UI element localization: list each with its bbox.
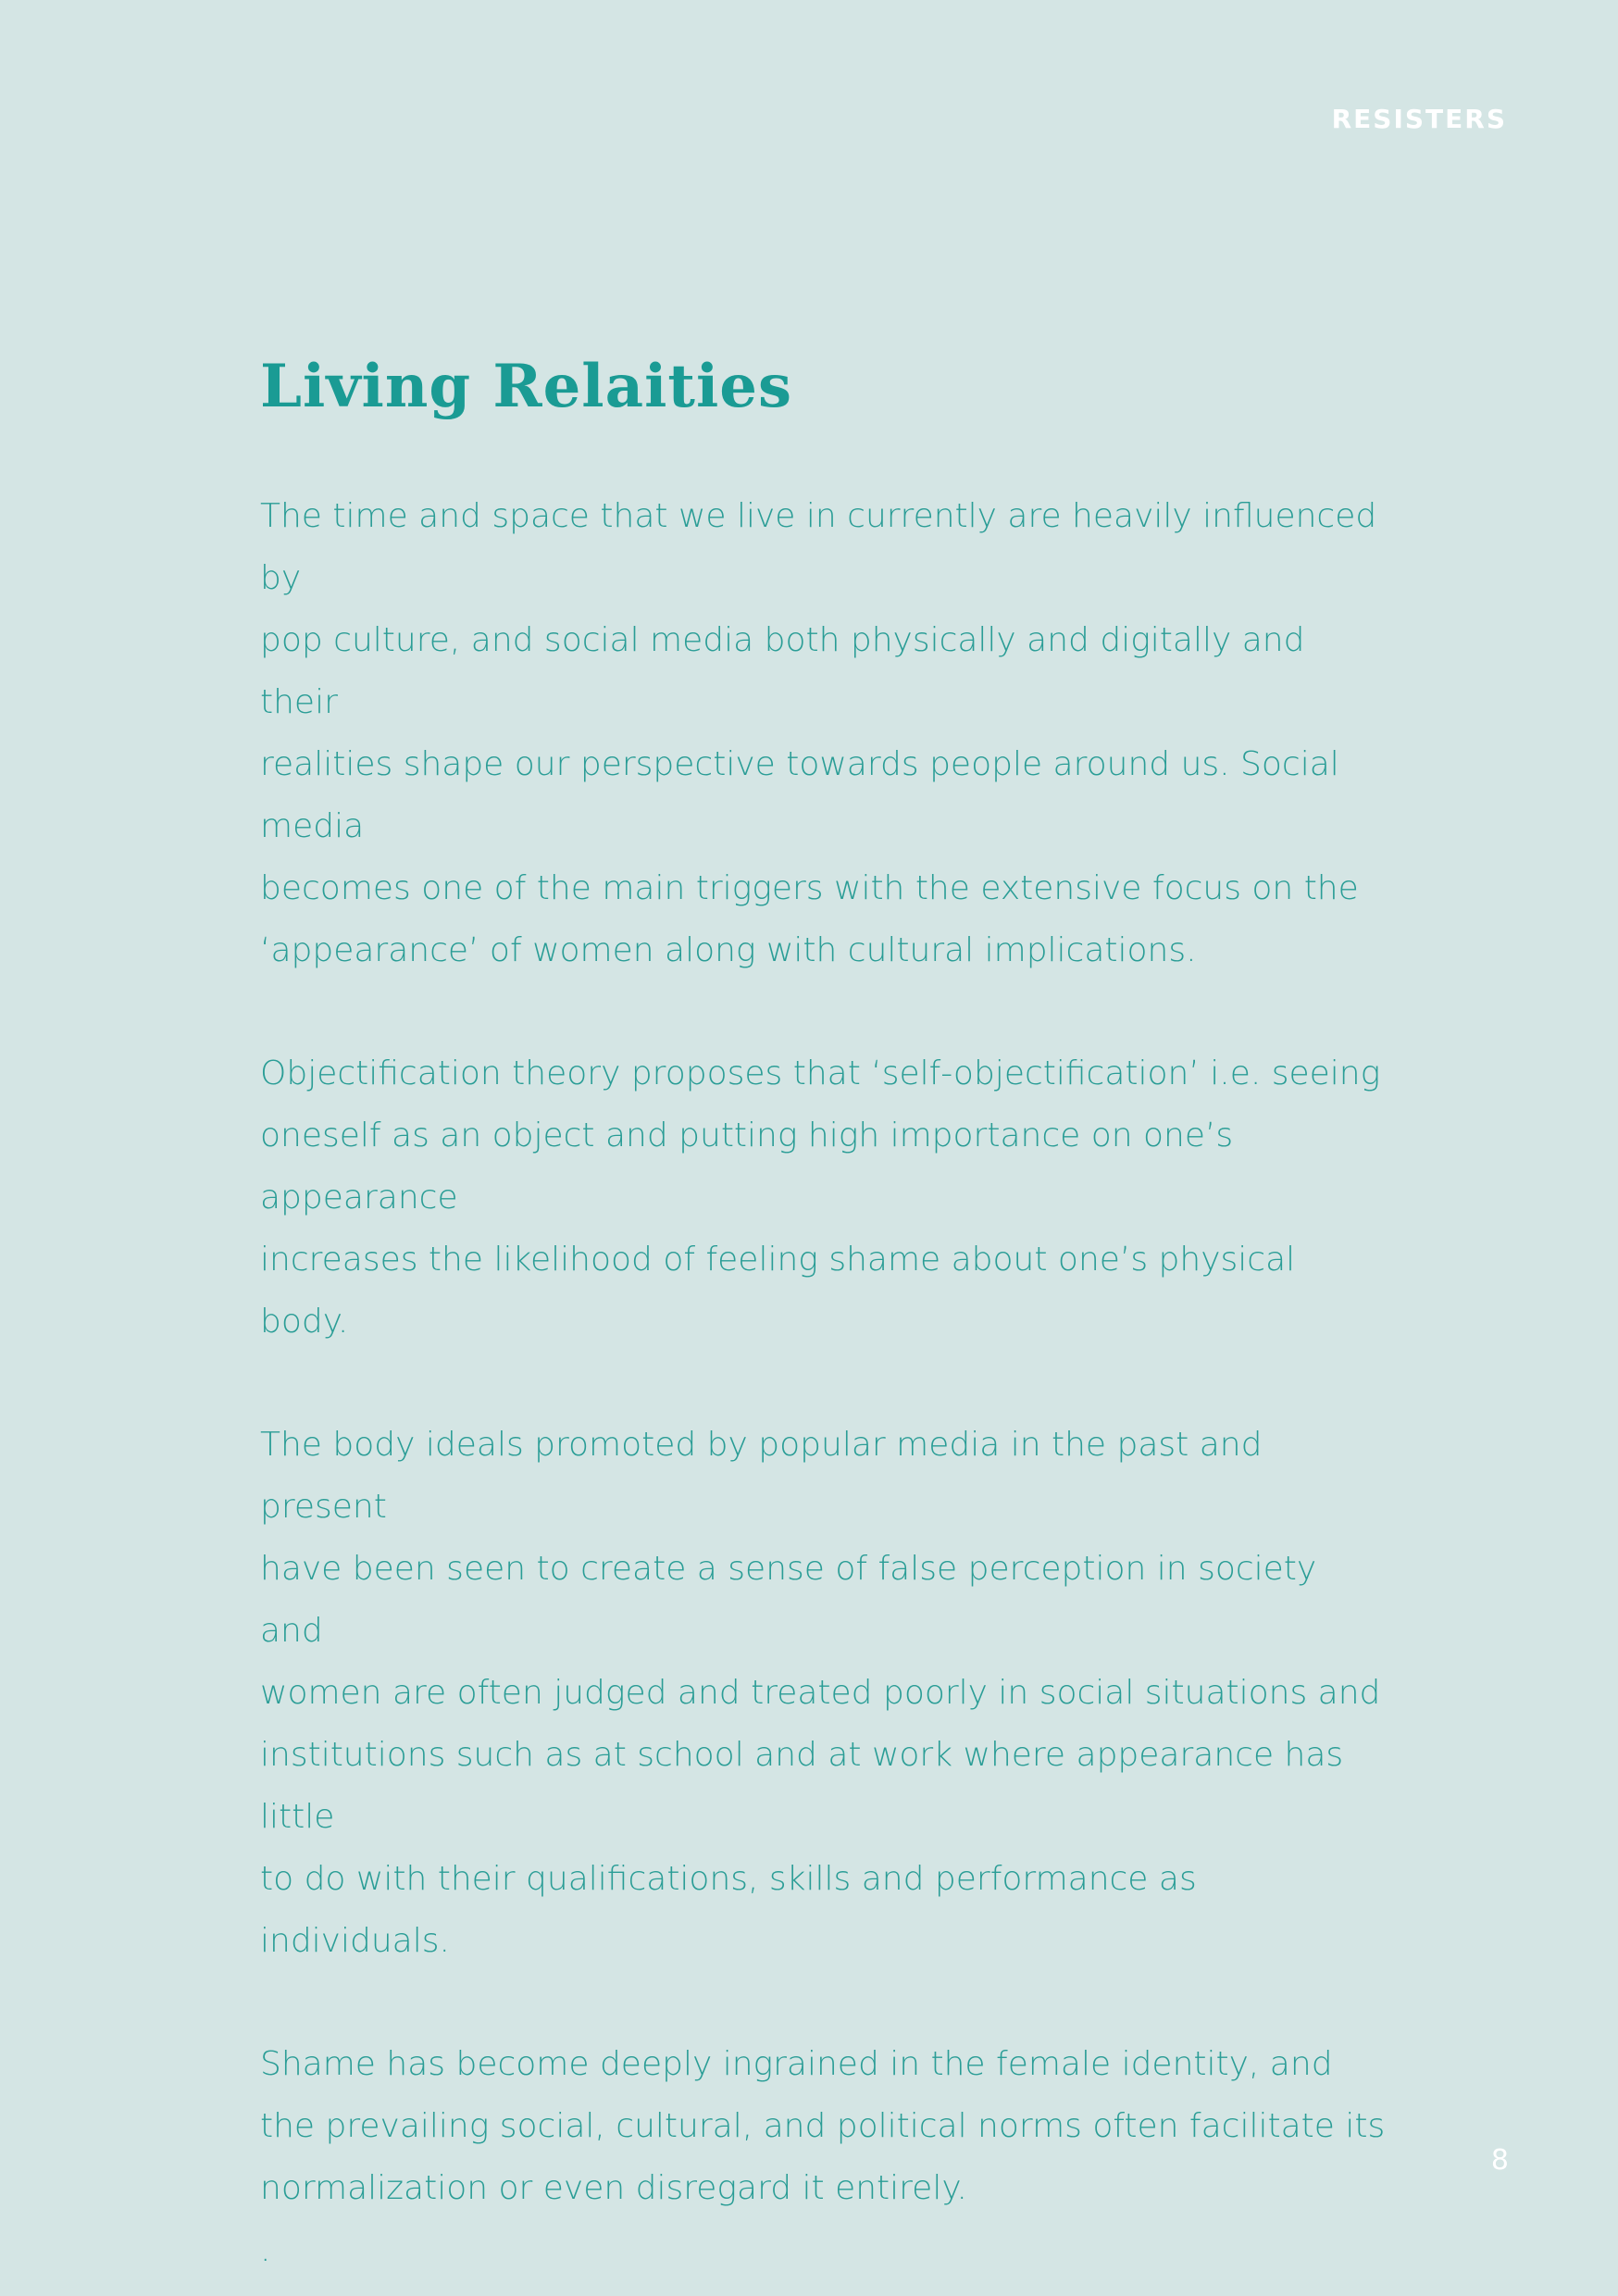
page-title: Living Relaities: [260, 352, 792, 421]
page-number: 8: [1490, 2144, 1509, 2177]
body-text: [260, 485, 1389, 2281]
paragraph-4: Shame has become deeply ingrained in the female identity, and the prevailing social, cultural, and political norms often facilitate its normalization or even disregard it entirely. .: [260, 2045, 1386, 2269]
paragraph-3: The body ideals promoted by popular media in the past and present have been seen to create a sense of false perception in society and women are often judged and treated poorly in social situations and institutions such as at school and at work where appearance has little to do with their qualifications, skills and performance as individuals.: [260, 1426, 1381, 1960]
paragraph-1: The time and space that we live in currently are heavily influenced by pop culture, and social media both physically and digitally and their realities shape our perspective towards people around us. Social media becomes one of the main triggers with the extensive focus on the ‘appearance’ of women along with cultural implications.: [260, 497, 1377, 969]
paragraph-2: Objectification theory proposes that ‘self-objectification’ i.e. seeing oneself as an object and putting high importance on one’s appearance increases the likelihood of feeling shame about one’s physical body.: [260, 1054, 1381, 1341]
brand-header: RESISTERS: [1331, 104, 1507, 134]
